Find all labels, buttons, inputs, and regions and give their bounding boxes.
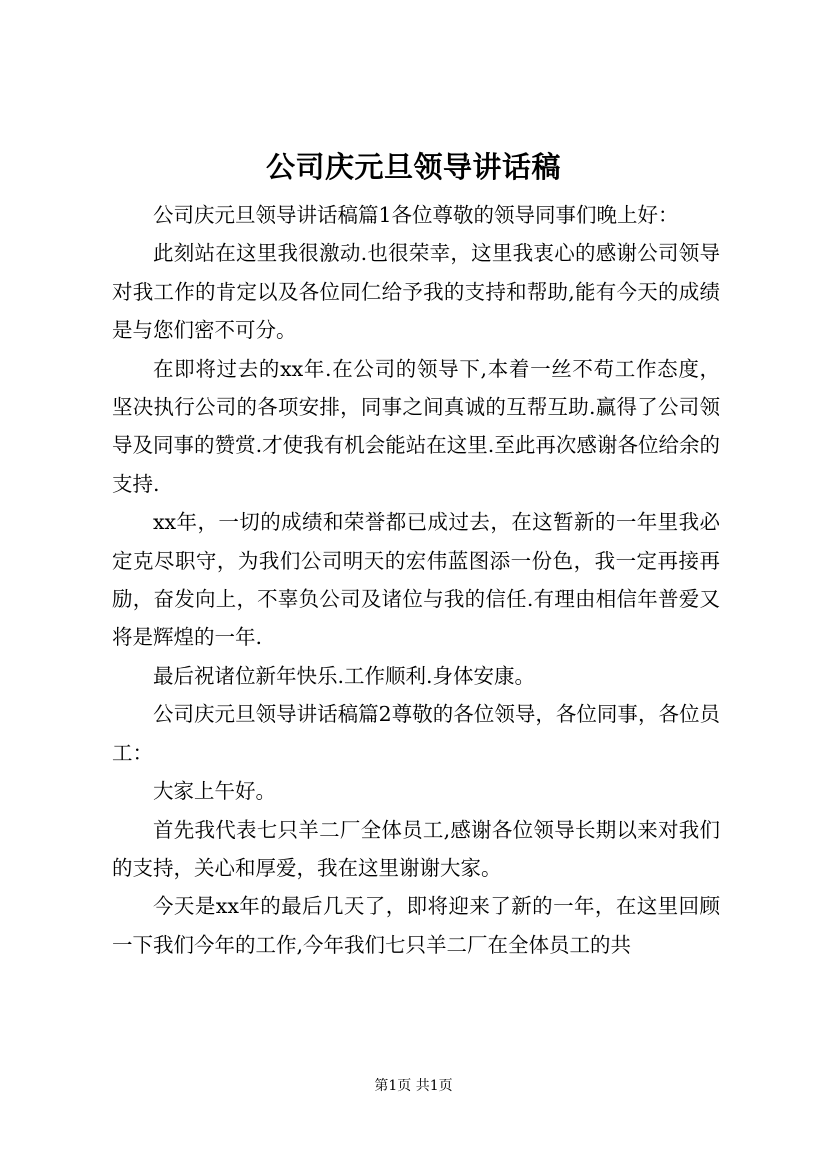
paragraph: 大家上午好。 [153,779,276,804]
paragraph: 在即将过去的xx年.在公司的领导下,本着一丝不苟工作态度，坚决执行公司的各项安排，同事之间真诚的互帮互助.赢得了公司领导及同事的赞赏.才使我有机会能站在这里.至此再次感谢各位给余的支持. [112,356,720,496]
paragraph: 此刻站在这里我很激动.也很荣幸，这里我衷心的感谢公司领导对我工作的肯定以及各位同仁给予我的支持和帮助,能有今天的成绩是与您们密不可分。 [112,241,720,343]
paragraph: 公司庆元旦领导讲话稿篇2尊敬的各位领导，各位同事，各位员工： [112,702,720,765]
document-body [112,196,720,964]
document-title: 公司庆元旦领导讲话稿 [265,150,561,184]
page-number-footer: 第1页 共1页 [374,1078,453,1094]
paragraph: 最后祝诸位新年快乐.工作顺利.身体安康。 [153,663,536,688]
paragraph: 首先我代表七只羊二厂全体员工,感谢各位领导长期以来对我们的支持，关心和厚爱，我在这里谢谢大家。 [112,817,720,880]
paragraph: 今天是xx年的最后几天了，即将迎来了新的一年，在这里回顾一下我们今年的工作,今年我们七只羊二厂在全体员工的共 [112,894,720,957]
paragraph: xx年，一切的成绩和荣誉都已成过去，在这暂新的一年里我必定克尽职守，为我们公司明天的宏伟蓝图添一份色，我一定再接再励，奋发向上，不辜负公司及诸位与我的信任.有理由相信年普爱又将是辉煌的一年. [112,510,720,650]
paragraph: 公司庆元旦领导讲话稿篇1各位尊敬的领导同事们晚上好： [153,203,679,227]
